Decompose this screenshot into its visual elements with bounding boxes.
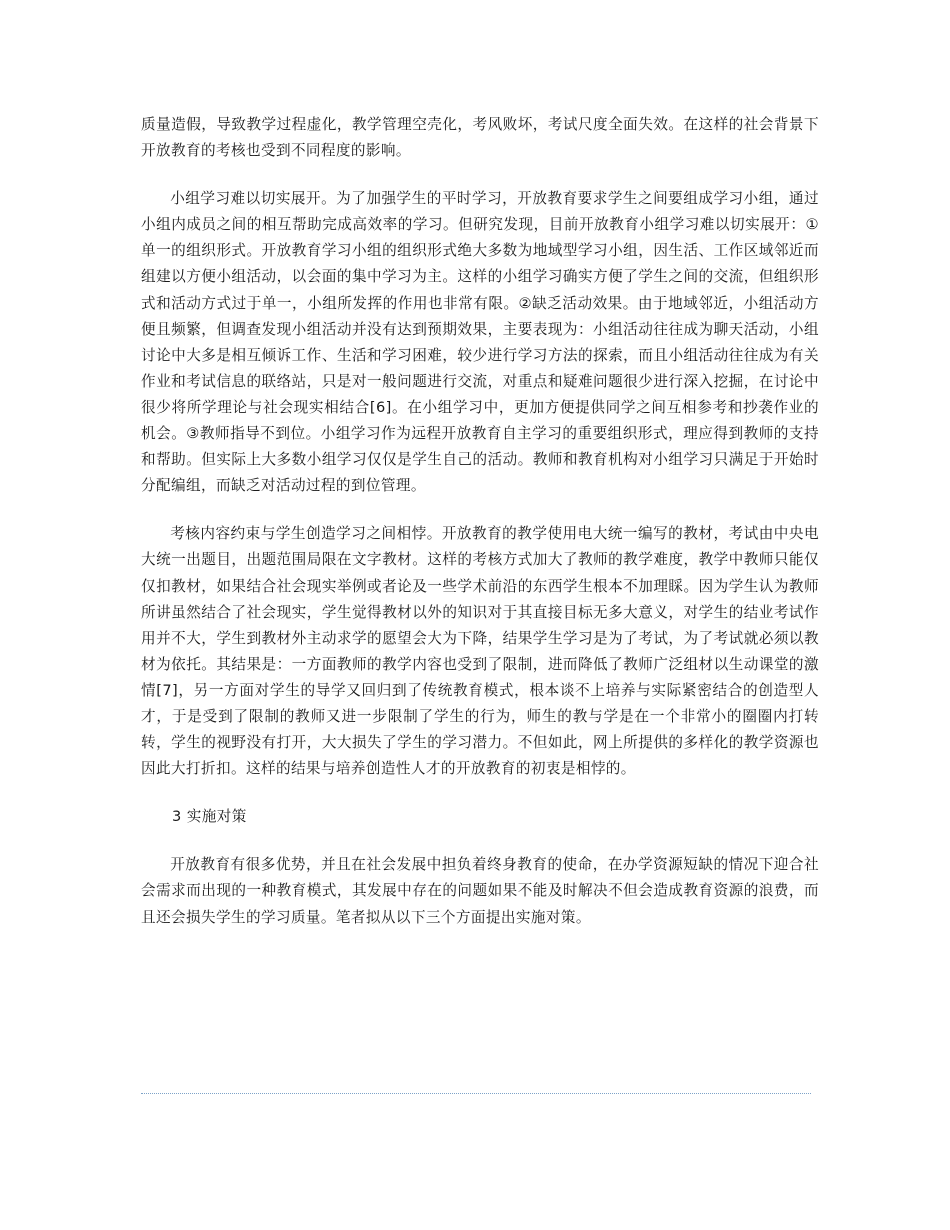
paragraph-continuation: 质量造假，导致教学过程虚化，教学管理空壳化，考风败坏，考试尺度全面失效。在这样的社会背景下开放教育的考核也受到不同程度的影响。 xyxy=(141,116,819,160)
paragraph-assessment-content: 考核内容约束与学生创造学习之间相悖。开放教育的教学使用电大统一编写的教材，考试由中央电大统一出题目，出题范围局限在文字教材。这样的考核方式加大了教师的教学难度，教学中教师只能仅仅扣教材，如果结合社会现实举例或者论及一些学术前沿的东西学生根本不加理睬。因为学生认为教师所讲虽然结合了社会现实，学生觉得教材以外的知识对于其直接目标无多大意义，对学生的结业考试作用并不大，学生到教材外主动求学的愿望会大为下降，结果学生学习是为了考试，为了考试就必须以教材为依托。其结果是：一方面教师的教学内容也受到了限制，进而降低了教师广泛组材以生动课堂的激情[7]，另一方面对学生的导学又回归到了传统教育模式，根本谈不上培养与实际紧密结合的创造型人才，于是受到了限制的教师又进一步限制了学生的行为，师生的教与学是在一个非常小的圈圈内打转转，学生的视野没有打开，大大损失了学生的学习潜力。不但如此，网上所提供的多样化的教学资源也因此大打折扣。这样的结果与培养创造性人才的开放教育的初衷是相悖的。 xyxy=(141,525,819,778)
paragraph-group-study: 小组学习难以切实展开。为了加强学生的平时学习，开放教育要求学生之间要组成学习小组，通过小组内成员之间的相互帮助完成高效率的学习。但研究发现，目前开放教育小组学习难以切实展开：①单一的组织形式。开放教育学习小组的组织形式绝大多数为地域型学习小组，因生活、工作区域邻近而组建以方便小组活动，以会面的集中学习为主。这样的小组学习确实方便了学生之间的交流，但组织形式和活动方式过于单一，小组所发挥的作用也非常有限。②缺乏活动效果。由于地域邻近，小组活动方便且频繁，但调查发现小组活动并没有达到预期效果，主要表现为：小组活动往往成为聊天活动，小组讨论中大多是相互倾诉工作、生活和学习困难，较少进行学习方法的探索，而且小组活动往往成为有关作业和考试信息的联络站，只是对一般问题进行交流，对重点和疑难问题很少进行深入挖掘，在讨论中很少将所学理论与社会现实相结合[6]。在小组学习中，更加方便提供同学之间互相参考和抄袭作业的机会。③教师指导不到位。小组学习作为远程开放教育自主学习的重要组织形式，理应得到教师的支持和帮助。但实际上大多数小组学习仅仅是学生自己的活动。教师和教育机构对小组学习只满足于开始时分配编组，而缺乏对活动过程的到位管理。 xyxy=(141,190,819,495)
page-divider xyxy=(141,1093,811,1094)
section-heading: 3 实施对策 xyxy=(172,808,247,826)
paragraph-implementation-intro: 开放教育有很多优势，并且在社会发展中担负着终身教育的使命，在办学资源短缺的情况下迎合社会需求而出现的一种教育模式，其发展中存在的问题如果不能及时解决不但会造成教育资源的浪费，而且还会损失学生的学习质量。笔者拟从以下三个方面提出实施对策。 xyxy=(141,856,819,926)
document-body xyxy=(141,112,819,931)
